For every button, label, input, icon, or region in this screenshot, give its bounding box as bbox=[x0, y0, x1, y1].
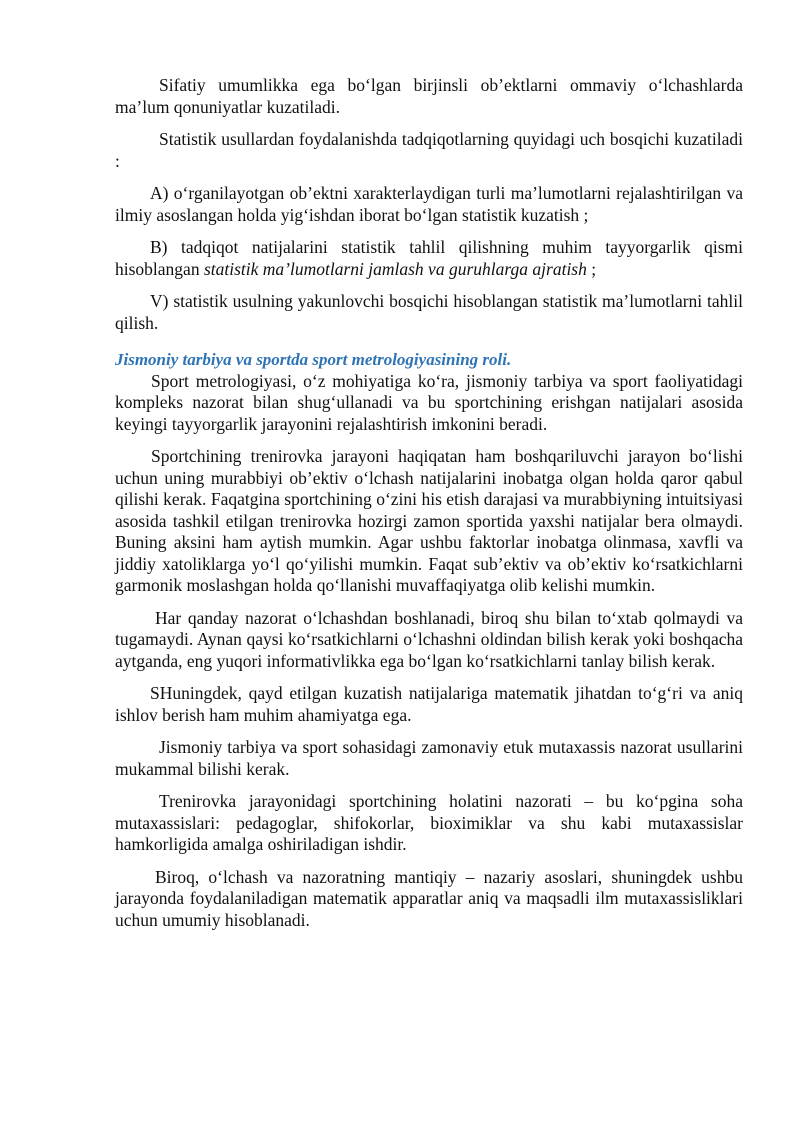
paragraph-metrology: Sport metrologiyasi, o‘z mohiyatiga ko‘ra, jismoniy tarbiya va sport faoliyatidagi kompleks nazorat bilan shug‘ullanadi va bu sportchining erishgan natijalari asosida keyingi tayyorgarlik jarayonini rejalashtirish imkonini beradi. bbox=[115, 370, 743, 434]
paragraph-control: Har qanday nazorat o‘lchashdan boshlanadi, biroq shu bilan to‘xtab qolmaydi va tugamaydi. Aynan qaysi ko‘rsatkichlarni o‘lchashni oldindan bilish kerak yoki boshqacha aytganda, eng yuqori informativlikka ega bo‘lgan ko‘rsatkichlarni tanlay bilish kerak. bbox=[115, 607, 743, 671]
paragraph-intro: Sifatiy umumlikka ega bo‘lgan birjinsli ob’ektlarni ommaviy o‘lchashlarda ma’lum qonuniyatlar kuzatiladi. bbox=[115, 75, 743, 117]
paragraph-training: Sportchining trenirovka jarayoni haqiqatan ham boshqariluvchi jarayon bo‘lishi uchun uning murabbiyi ob’ektiv o‘lchash natijalarini inobatga olgan holda qaror qabul qilishi kerak. Faqatgina sportchining o‘zini his etish darajasi va murabbiyning intuitsiyasi asosida tashkil etilgan trenirovka hozirgi zamon sportida yaxshi natijalar bera olmaydi. Buning aksini ham aytish mumkin. Agar ushbu faktorlar inobatga olinmasa, xavfli va jiddiy xatoliklarga yo‘l qo‘yilishi mumkin. Faqat sub’ektiv va ob’ektiv ko‘rsatkichlarni garmonik moslashgan holda qo‘llanishi muvaffaqiyatga olib kelishi mumkin. bbox=[115, 446, 743, 595]
list-item-b-text: B) tadqiqot natijalarini statistik tahlil qilishning muhim tayyorgarlik qismi hisoblangan bbox=[115, 237, 743, 279]
list-item-a: A) o‘rganilayotgan ob’ektni xarakterlaydigan turli ma’lumotlarni rejalashtirilgan va ilmiy asoslangan holda yig‘ishdan iborat bo‘lgan statistik kuzatish ; bbox=[115, 183, 743, 225]
list-item-b-italic: statistik ma’lumotlarni jamlash va guruhlarga ajratish bbox=[203, 258, 587, 279]
paragraph-specialist: Jismoniy tarbiya va sport sohasidagi zamonaviy etuk mutaxassis nazorat usullarini mukammal bilishi kerak. bbox=[115, 737, 743, 779]
list-item-b bbox=[115, 237, 743, 280]
list-item-b-suffix: ; bbox=[586, 258, 597, 279]
section-heading: Jismoniy tarbiya va sportda sport metrologiyasining roli. bbox=[115, 350, 512, 369]
paragraph-cooperation: Trenirovka jarayonidagi sportchining holatini nazorati – bu ko‘pgina soha mutaxassislari: pedagoglar, shifokorlar, bioximiklar va shu kabi mutaxassislar hamkorligida amalga oshiriladigan ishdir. bbox=[115, 791, 743, 854]
paragraph-processing: SHuningdek, qayd etilgan kuzatish natijalariga matematik jihatdan to‘g‘ri va aniq ishlov berish ham muhim ahamiyatga ega. bbox=[115, 683, 743, 725]
list-item-v: V) statistik usulning yakunlovchi bosqichi hisoblangan statistik ma’lumotlarni tahlil qilish. bbox=[115, 291, 743, 333]
paragraph-foundations: Biroq, o‘lchash va nazoratning mantiqiy – nazariy asoslari, shuningdek ushbu jarayonda foydalaniladigan matematik apparatlar aniq va maqsadli ilm mutaxassisliklari uchun umumiy hisoblanadi. bbox=[115, 866, 743, 930]
paragraph-stages: Statistik usullardan foydalanishda tadqiqotlarning quyidagi uch bosqichi kuzatiladi : bbox=[115, 129, 743, 171]
